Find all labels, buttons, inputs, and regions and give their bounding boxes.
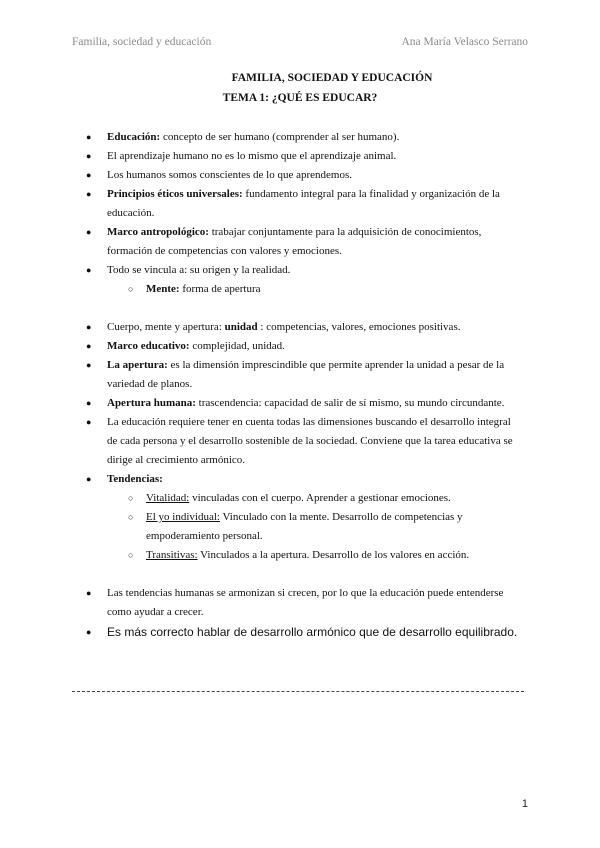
sub-list-item: ○ El yo individual: Vinculado con la mente. Desarrollo de competencias y empoderamiento personal. <box>82 508 522 546</box>
header-left-title: Familia, sociedad y educación <box>72 36 212 48</box>
spacer <box>82 299 522 318</box>
header-author: Ana María Velasco Serrano <box>401 36 528 48</box>
list-item: ● Todo se vincula a: su origen y la realidad. <box>82 261 522 280</box>
spacer <box>82 565 522 584</box>
document-body <box>82 128 522 642</box>
sub-list-item: ○ Mente: forma de apertura <box>82 280 522 299</box>
list-item: ● Marco antropológico: trabajar conjuntamente para la adquisición de conocimientos, formación de competencias con valores y emociones. <box>82 223 522 261</box>
list-item: ● Marco educativo: complejidad, unidad. <box>82 337 522 356</box>
sub-list-item: ○ Vitalidad: vinculadas con el cuerpo. Aprender a gestionar emociones. <box>82 489 522 508</box>
list-item: ● La apertura: es la dimensión imprescindible que permite aprender la unidad a pesar de la variedad de planos. <box>82 356 522 394</box>
list-item: ● Los humanos somos conscientes de lo que aprendemos. <box>82 166 522 185</box>
list-item: ● Educación: concepto de ser humano (comprender al ser humano). <box>82 128 522 147</box>
list-item: ● Tendencias: <box>82 470 522 489</box>
list-item: ● La educación requiere tener en cuenta todas las dimensiones buscando el desarrollo integral de cada persona y el desarrollo sostenible de la sociedad. Conviene que la tarea educativa se dirige al crecimiento armónico. <box>82 413 522 470</box>
document-title: FAMILIA, SOCIEDAD Y EDUCACIÓN <box>231 72 433 84</box>
divider-rule <box>72 691 524 692</box>
list-item: ● Las tendencias humanas se armonizan si crecen, por lo que la educación puede entenderse como ayudar a crecer. <box>82 584 522 622</box>
sub-list-item: ○ Transitivas: Vinculados a la apertura. Desarrollo de los valores en acción. <box>82 546 522 565</box>
list-item: ● Es más correcto hablar de desarrollo armónico que de desarrollo equilibrado. <box>82 622 522 642</box>
document-subtitle: TEMA 1: ¿QUÉ ES EDUCAR? <box>222 92 378 104</box>
page-number: 1 <box>521 798 528 810</box>
list-item: ● Principios éticos universales: fundamento integral para la finalidad y organización de la educación. <box>82 185 522 223</box>
list-item: ● El aprendizaje humano no es lo mismo que el aprendizaje animal. <box>82 147 522 166</box>
bullet-list <box>82 128 522 642</box>
list-item: ● Cuerpo, mente y apertura: unidad : competencias, valores, emociones positivas. <box>82 318 522 337</box>
list-item: ● Apertura humana: trascendencia: capacidad de salir de sí mismo, su mundo circundante. <box>82 394 522 413</box>
